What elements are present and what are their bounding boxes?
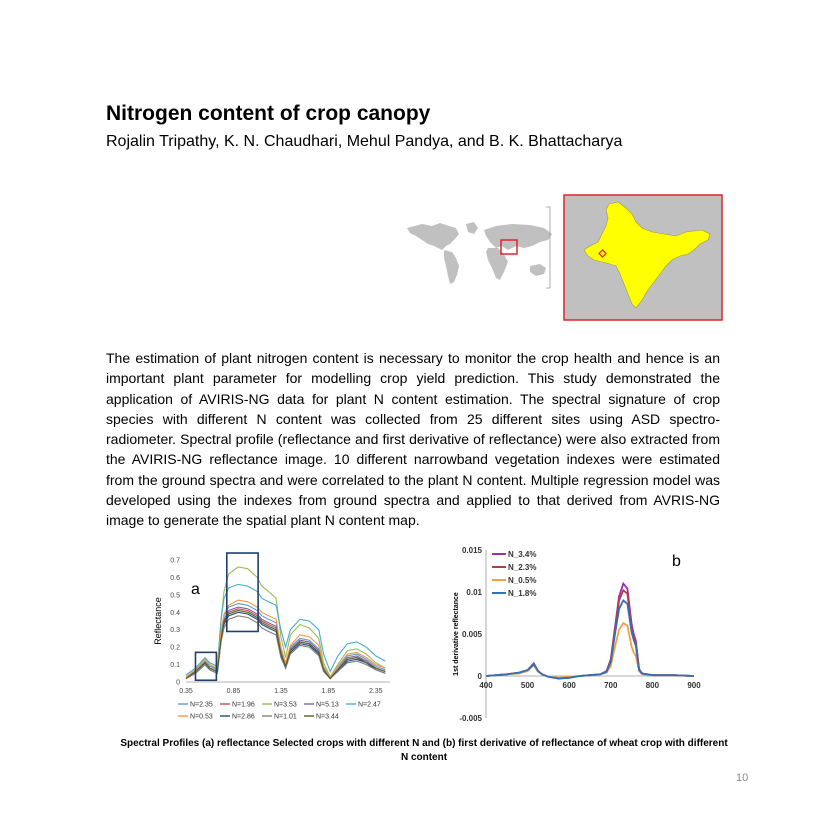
world-map — [407, 222, 552, 284]
highlight-box — [227, 553, 258, 631]
x-tick-label: 2.35 — [368, 688, 383, 695]
x-tick-label: 0.85 — [226, 688, 241, 695]
x-tick-label: 400 — [479, 681, 493, 690]
y-tick-label: 0.01 — [466, 588, 482, 597]
series-line — [486, 623, 694, 678]
panel-a-label: a — [191, 581, 200, 598]
legend-label: N=2.86 — [232, 713, 255, 721]
legend-label: N_1.8% — [508, 589, 537, 598]
y-tick-label: 0.5 — [170, 592, 180, 600]
x-tick-label: 0.35 — [179, 688, 193, 695]
page-number: 10 — [736, 772, 749, 784]
abstract-paragraph: The estimation of plant nitrogen content is necessary to monitor the crop health and hence is an important plant parameter for modelling crop yield prediction. This study demonstrated the application of AVIRIS-NG data for plant N content estimation. The spectral signature of crop species with different N content was collected from 25 different sites using ASD spectro-radiometer. Spectral profile (reflectance and first derivative of reflectance) were also extracted from the AVIRIS-NG reflectance image. 10 different narrowband vegetation indexes were estimated from the ground spectra and were correlated to the plant N content. Multiple regression model was developed using the indexes from ground spectra and applied to that derived from AVRIS-NG image to generate the spatial plant N content map. — [106, 350, 720, 529]
world-land — [486, 248, 508, 280]
y-tick-label: 0.7 — [170, 557, 180, 565]
map-bracket — [546, 207, 550, 288]
chart-a-reflectance — [150, 548, 400, 726]
y-tick-label: 0.6 — [170, 574, 180, 582]
legend-label: N=1.96 — [232, 701, 255, 709]
x-tick-label: 700 — [604, 681, 618, 690]
series-line — [486, 590, 694, 678]
location-map — [404, 190, 726, 324]
world-land — [484, 224, 552, 250]
y-tick-label: 0.005 — [461, 630, 482, 639]
figure-caption: Spectral Profiles (a) reflectance Selected crops with different N and (b) first derivative of reflectance of wheat crop with different N content — [120, 738, 728, 763]
legend-label: N=5.13 — [316, 701, 339, 709]
paper-authors: Rojalin Tripathy, K. N. Chaudhari, Mehul Pandya, and B. K. Bhattacharya — [106, 133, 623, 150]
world-land — [444, 250, 459, 284]
y-tick-label: 0.015 — [461, 546, 482, 555]
y-tick-label: 0 — [477, 672, 482, 681]
y-tick-label: 0.1 — [170, 662, 180, 670]
world-land — [407, 223, 459, 250]
y-tick-label: 0.4 — [170, 609, 180, 617]
y-tick-label: 0.3 — [170, 627, 180, 635]
chart-b-derivative — [448, 538, 706, 728]
panel-b-label: b — [672, 553, 681, 570]
legend-label: N=3.53 — [274, 701, 297, 709]
series-line — [486, 600, 694, 678]
paper-title: Nitrogen content of crop canopy — [106, 102, 431, 125]
world-land — [466, 222, 478, 234]
x-tick-label: 1.85 — [321, 688, 336, 695]
x-tick-label: 600 — [562, 681, 576, 690]
y-axis-label: Reflectance — [153, 597, 163, 645]
india-inset — [564, 195, 722, 320]
legend-label: N=2.47 — [358, 701, 381, 709]
x-tick-label: 800 — [645, 681, 660, 690]
y-axis-label: 1st derivative reflectance — [453, 592, 460, 676]
legend-label: N_0.5% — [508, 576, 537, 585]
world-land — [530, 264, 546, 276]
x-tick-label: 900 — [687, 681, 701, 690]
y-tick-label: -0.005 — [459, 714, 482, 723]
legend-label: N=1.01 — [274, 713, 297, 721]
x-tick-label: 1.35 — [274, 688, 288, 695]
y-tick-label: 0 — [176, 679, 180, 687]
y-tick-label: 0.2 — [170, 644, 180, 652]
legend-label: N_2.3% — [508, 563, 537, 572]
legend-label: N=3.44 — [316, 713, 339, 721]
x-tick-label: 500 — [520, 681, 535, 690]
legend-label: N_3.4% — [508, 550, 537, 559]
legend-label: N=0.53 — [190, 713, 213, 721]
legend-label: N=2.35 — [190, 701, 213, 709]
